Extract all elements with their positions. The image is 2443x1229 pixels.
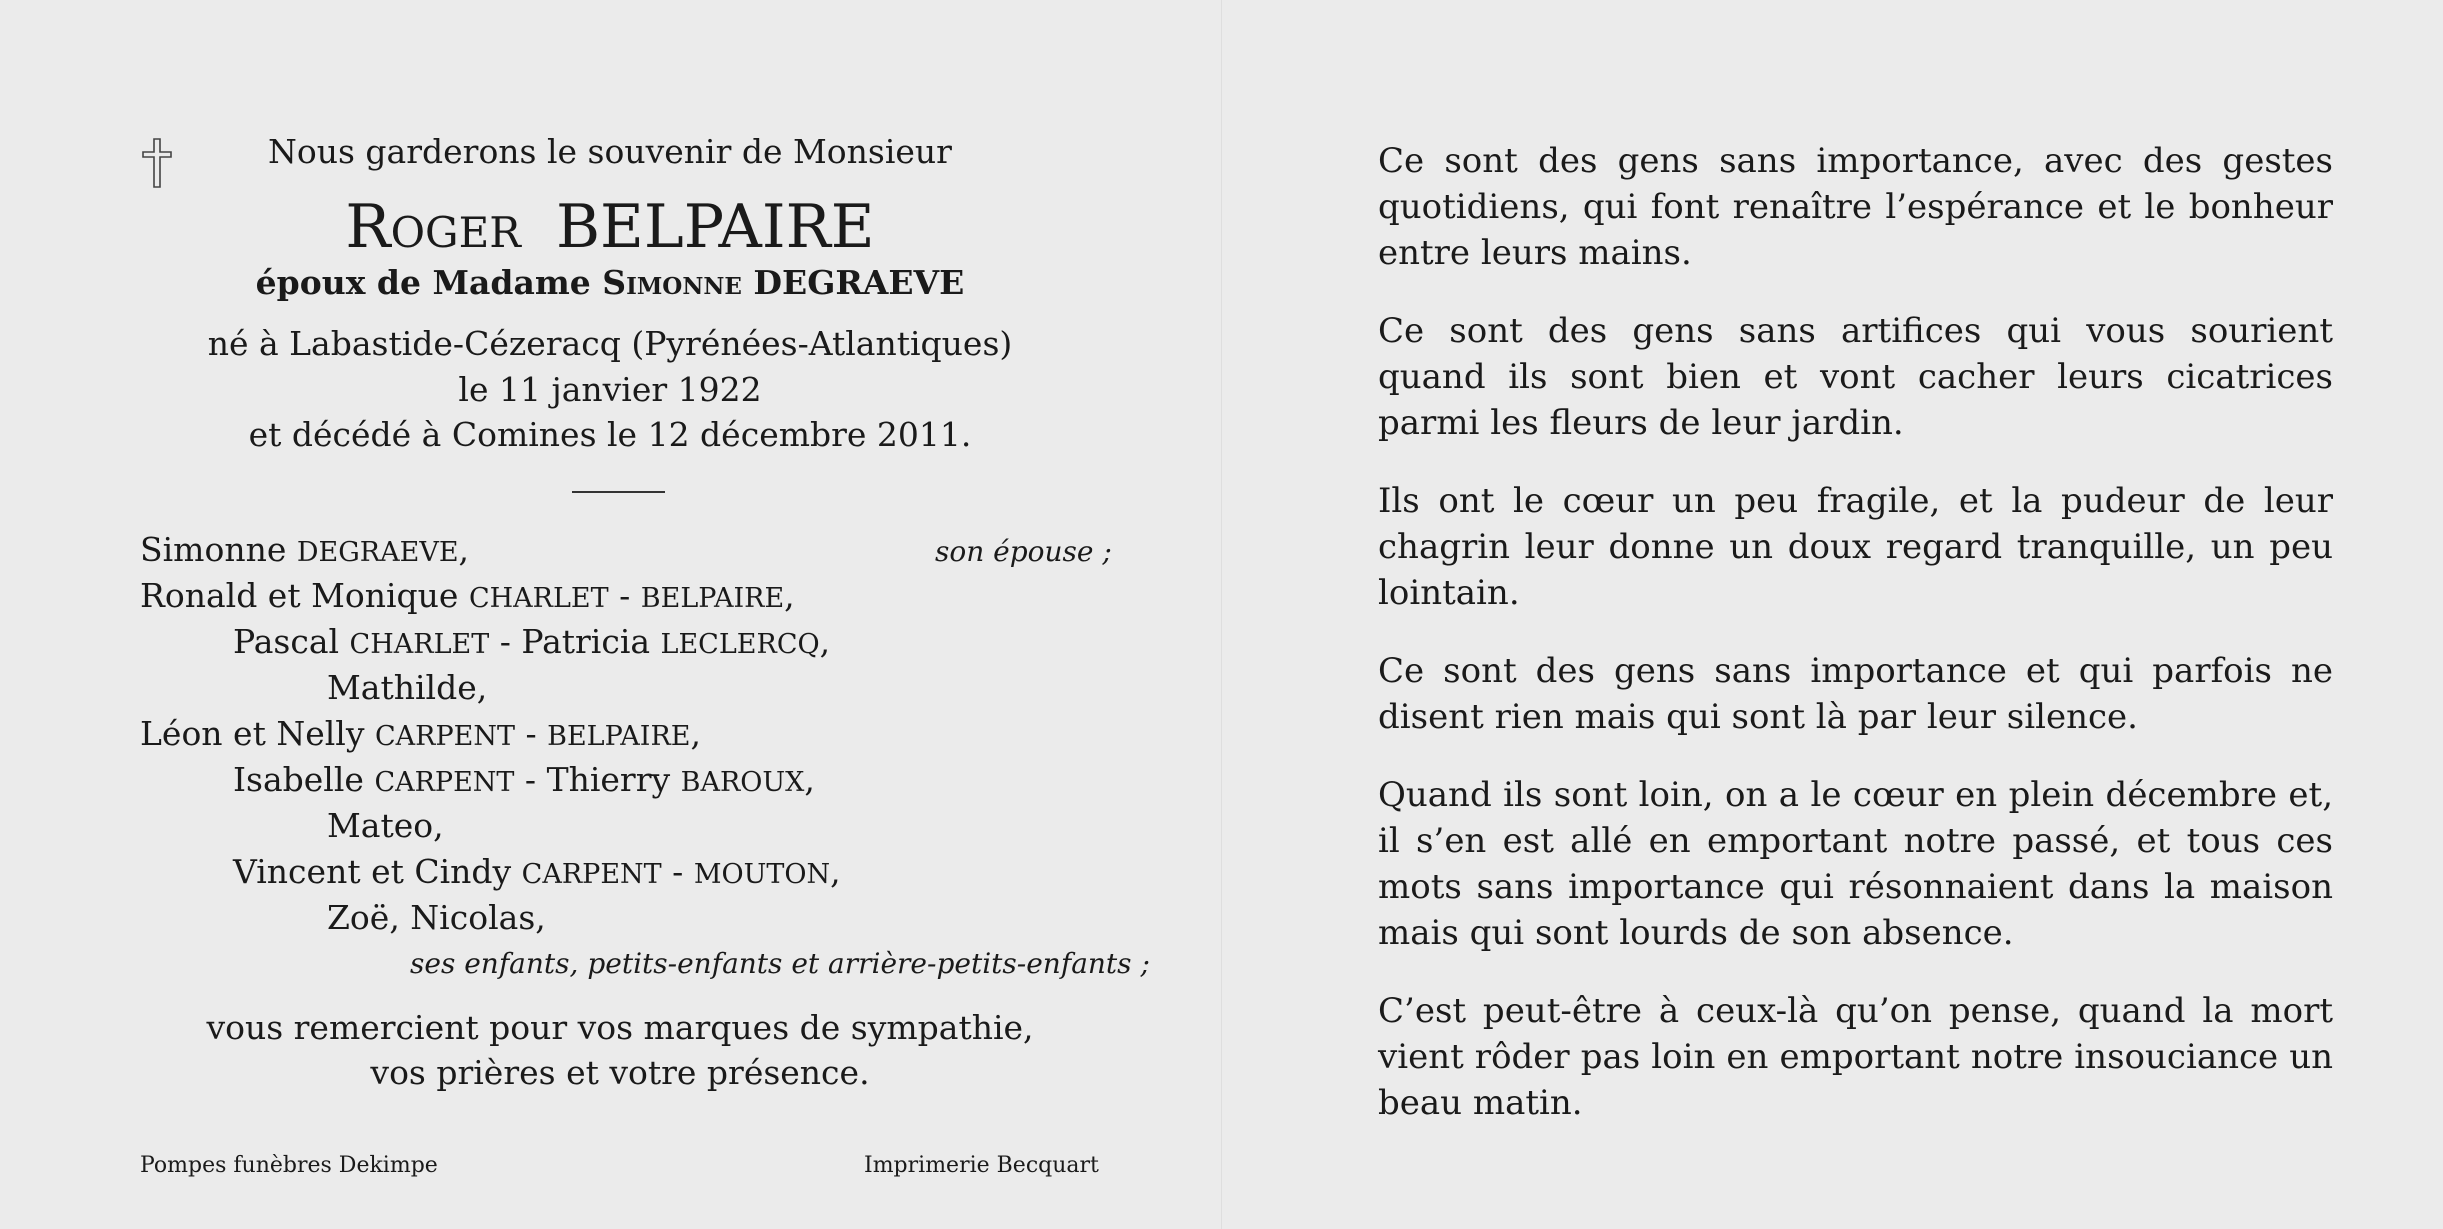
poem-stanza: Ce sont des gens sans artifices qui vous sourient quand ils sont bien et vont cacher leurs cicatrices parmi les fleurs de leur jardin. xyxy=(1378,311,2333,443)
family-last: CHARLET xyxy=(349,629,490,660)
thanks-line-2: vos prières et votre présence. xyxy=(370,1053,870,1092)
children-role: ses enfants, petits-enfants et arrière-petits-enfants ; xyxy=(410,947,1150,980)
family-last: CARPENT xyxy=(521,859,662,890)
intro-line: Nous garderons le souvenir de Monsieur xyxy=(268,132,952,171)
separator xyxy=(572,491,665,493)
spouse-prefix: époux de Madame xyxy=(255,263,591,302)
family-tail: , xyxy=(804,760,815,799)
family-first: Vincent et Cindy xyxy=(233,852,522,891)
spouse-first-name: Simonne xyxy=(602,263,742,302)
family-tail: , xyxy=(819,622,831,661)
family-mid: - xyxy=(608,576,641,615)
family-first: Mateo, xyxy=(327,806,444,845)
spouse-role: son épouse ; xyxy=(935,535,1112,568)
family-mid: - Patricia xyxy=(489,622,661,661)
family-first: Ronald et Monique xyxy=(140,576,469,615)
family-last: CHARLET xyxy=(468,583,609,614)
death-line: et décédé à Comines le 12 décembre 2011. xyxy=(248,415,972,454)
birth-date: le 11 janvier 1922 xyxy=(458,370,762,409)
printer: Imprimerie Becquart xyxy=(864,1153,1099,1178)
family-member xyxy=(327,898,546,937)
family-member xyxy=(233,760,815,799)
family-first: Isabelle xyxy=(233,760,375,799)
family-member xyxy=(233,622,830,661)
family-last2: BELPAIRE xyxy=(547,721,691,752)
thanks-line-1: vous remercient pour vos marques de sympathie, xyxy=(206,1008,1034,1047)
poem-stanza: Ce sont des gens sans importance, avec des gestes quotidiens, qui font renaître l’espérance et le bonheur entre leurs mains. xyxy=(1378,141,2333,273)
family-last: CARPENT xyxy=(374,721,515,752)
family-last: CARPENT xyxy=(374,767,515,798)
family-mid: - Thierry xyxy=(514,760,681,799)
family-first: Mathilde, xyxy=(327,668,488,707)
poem-stanza: Ils ont le cœur un peu fragile, et la pudeur de leur chagrin leur donne un doux regard tranquille, un peu lointain. xyxy=(1378,481,2333,613)
family-member xyxy=(140,530,469,569)
poem-stanza: Ce sont des gens sans importance et qui parfois ne disent rien mais qui sont là par leur silence. xyxy=(1378,651,2333,737)
family-member xyxy=(233,852,841,891)
family-first: Simonne xyxy=(140,530,297,569)
family-last2: BAROUX xyxy=(680,767,805,798)
funeral-home: Pompes funèbres Dekimpe xyxy=(140,1153,438,1178)
deceased-last-name: BELPAIRE xyxy=(555,192,875,262)
family-first: Pascal xyxy=(233,622,350,661)
deceased-name xyxy=(140,192,1080,262)
family-last: DEGRAEVE xyxy=(296,537,459,568)
spouse-last-name: DEGRAEVE xyxy=(753,263,965,302)
family-first: Zoë, Nicolas, xyxy=(327,898,546,937)
deceased-first-name: Roger xyxy=(345,192,521,262)
family-tail: , xyxy=(784,576,795,615)
family-last2: MOUTON xyxy=(693,859,831,890)
family-last2: BELPAIRE xyxy=(640,583,785,614)
spouse-line xyxy=(140,263,1080,302)
birth-place: né à Labastide-Cézeracq (Pyrénées-Atlantiques) xyxy=(207,324,1013,363)
poem xyxy=(1378,138,2333,1126)
family-tail: , xyxy=(830,852,841,891)
poem-stanza: Quand ils sont loin, on a le cœur en plein décembre et, il s’en est allé en emportant notre passé, et tous ces mots sans importance qui résonnaient dans la maison mais qui sont lourds de son absence. xyxy=(1378,775,2333,953)
family-member xyxy=(327,668,487,707)
family-member xyxy=(140,714,701,753)
family-member xyxy=(327,806,444,845)
family-tail: , xyxy=(458,530,470,569)
family-last2: LECLERCQ xyxy=(660,629,820,660)
family-tail: , xyxy=(690,714,701,753)
family-mid: - xyxy=(514,714,548,753)
family-mid: - xyxy=(661,852,694,891)
family-first: Léon et Nelly xyxy=(140,714,375,753)
fold-line xyxy=(1221,0,1222,1229)
poem-stanza: C’est peut-être à ceux-là qu’on pense, quand la mort vient rôder pas loin en emportant notre insouciance un beau matin. xyxy=(1378,991,2333,1123)
family-member xyxy=(140,576,795,615)
